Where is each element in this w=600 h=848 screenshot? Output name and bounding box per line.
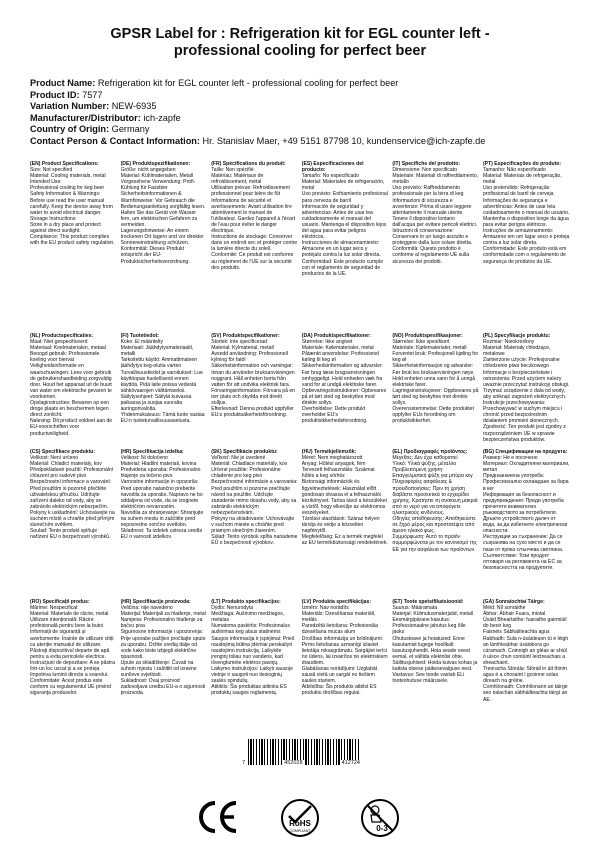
spec-text: Taille: Non spécifié Matériau: Matériaux de refroidissement, métal Utilisation prévue: Refroidissement professionnel pour bière de fût Informations de sécurité et avertissements: Avant utilisation lire attentivement le manuel de l'utilisateur. Gardez l'appareil à l'écart de l'eau pour éviter le danger électrique. Instructions de stockage: Conserver dans un endroit sec et protéger contre la lumière directe du soleil. Conformité: Ce produit est conforme au règlement de l'UE sur la sécurité des produits. <box>211 167 298 271</box>
spec-text: Dydis: Nenurodyta Medžiaga: Aušinimo medžiagos, metalas Numatoma paskirtis: Profesionalus aušinimas keg alaus statinėms Saugos informacija ir įspėjimai: Prieš naudojimą būtina įdėmiai perskaityti naudojimo instrukciją. Laikykite įrenginį toliau nuo vandens, kad išvengtumėte elektros pavojų. Laikymo instrukcijos: Laikyti sausoje vietoje ir saugoti nuo tiesioginių saulės spindulių. Atitiktis: Šis produktas atitinka ES produktų saugos reglamentą. <box>211 605 295 697</box>
spec-row <box>30 449 570 599</box>
compliance-icons <box>196 798 406 838</box>
spec-text: Μέγεθος: Δεν έχει καθοριστεί Υλικό: Υλικά ψύξης, μέταλλο Προβλεπόμενη χρήση: Επαγγελματική ψύξη για μπύρα κεγ Πληροφορίες ασφάλειας & προειδοποιήσεις: Πριν τη χρήση διαβάστε προσεκτικά το εγχειρίδιο χρήσης. Κρατήστε τη συσκευή μακριά από το νερό για να αποφύγετε ηλεκτρικούς κινδύνους. Οδηγίες αποθήκευσης: Αποθηκεύστε σε ξηρό μέρος και προστατέψτε από άμεσο ηλιακό φως. Συμμόρφωση: Αυτό το προϊόν συμμορφώνεται με τον κανονισμό της ΕΕ για την ασφάλεια των προϊόντων. <box>392 455 478 553</box>
spec-lt <box>211 599 298 761</box>
spec-heading: (ES) Especificaciones del producto: <box>301 161 364 174</box>
spec-text: Størrelse: Ikke angivet Materiale: Kølematerialer, metal Påtænkt anvendelse: Professionel køling til keg øl Sikkerhedsinformation og advarsler: Før brug læse brugsanvisningen omhyggeligt. Hold enheden væk fra vand for at undgå elektriske farer. Opbevaringsinstruktioner: Opbevares på et tørt sted og beskyttes mod direkte sollys. Overholdelse: Dette produkt overholder EU's produktsikkerhedsforordning. <box>301 339 387 425</box>
rohs-label: RoHS <box>289 819 311 828</box>
spec-heading: (FI) Tuotetiedot: <box>120 333 159 339</box>
spec-text: Méid: Níl sonraithe Ábhar: Ábhair Fuara, miotal Úsáid Bheartaithe: fuaraithe gairmiúil do beoir keg Faisnéis Sábháilteachta agus Rabhadh: Sula n-úsáideann tú é léigh an lámhleabhar úsáideora go cúramach. Coinnigh an gléas ar shiúl ó uisce chun contúirtí leictreachais a sheachaint. Treoracha Stórála: Stóráil in áit thirim agus é a chosaint i gcoinne solas díreach na gréine. Comhlíonadh: Comhlíonann an táirge seo rialachán sábháilteachta táirgí an AE. <box>482 605 569 703</box>
info-value: Hr. Stanislav Maer, +49 5151 87798 10, kundenservice@ich-zapfe.de <box>202 135 486 146</box>
spec-es <box>302 161 389 333</box>
spec-sv <box>211 333 298 449</box>
spec-heading: (IT) Specifiche del prodotto: <box>392 161 461 167</box>
info-label: Variation Number: <box>30 101 110 112</box>
info-value: ich-zapfe <box>143 112 181 123</box>
barcode-digit-group: 412724 <box>341 760 360 766</box>
info-label: Product Name: <box>30 78 96 88</box>
spec-row <box>30 599 570 761</box>
barcode <box>240 739 362 767</box>
spec-heading: (GA) Sonraíochtaí Táirge: <box>482 599 545 605</box>
not-for-children-0-3-icon <box>360 798 400 838</box>
spec-text: Размер: Не е посочено Материал: Охладителни материали, метал Предназначена употреба: Професионално охлаждане за бира в кег Информация за безопасност и предупреждения: Преди употреба прочетете внимателно ръководството за потребителя. Дръжте устройството далеч от вода, за да избегнете електрически опасности. Инструкции за съхранение: Да се съхранява на сухо място и да се пази от пряка слънчева светлина. Съответствие: Този продукт отговаря на регламента на ЕС за безопасността на продуктите. <box>482 455 570 571</box>
info-product-name <box>30 78 590 90</box>
spec-text: Tamaño: No especificado Material: Materiales de refrigeración, metal Uso previsto: Enfriamiento profesional para cerveza de barril Información de seguridad y advertencias: Antes de usar lea cuidadosamente el manual del usuario. Mantenga el dispositivo lejos del agua para evitar peligros eléctricos. Instrucciones de almacenamiento: Almacene en un lugar seco y protéjalo contra la luz solar directa. Conformidad: Este producto cumple con el reglamento de seguridad de productos de la UE. <box>301 173 388 277</box>
age-label: 0-3 <box>376 824 388 833</box>
spec-sl <box>121 449 208 599</box>
spec-text: Mărime: Nespecificat Material: Materiale de răcire, metal Utilizare intenționată: Răcire profesională pentru bere la butoi Informații de siguranță și avertismente: Înainte de utilizare citiți cu atenție manualul de utilizare. Păstrați dispozitivul departe de apă pentru a evita pericolele electrice. Instrucțiuni de depozitare: A se păstra într-un loc uscat și a se proteja împotriva luminii directe a soarelui. Conformitate: Acest produs este conform cu regulamentul UE privind siguranța produselor. <box>30 605 115 697</box>
info-manufacturer <box>30 113 590 125</box>
info-label: Country of Origin: <box>30 124 110 135</box>
spec-da <box>302 333 389 449</box>
spec-text: Velikost: Ni določeno Material: Hladilni materiali, kovina Predvidena uporaba: Profesionalno hlajenje za točeno pivo Varnostne informacije in opozorila: Pred uporabo natančno preberite navodila za uporabo. Napravo ne bo oddaljena od vode, da se izognete električnim nevarnostim. Navodila za shranjevanje: Shranjujte na suhem mestu in zaščitite pred neposredno sončno svetlobo. Skladnost: Ta izdelek ustreza uredbi EU o varnosti izdelkov. <box>120 455 204 541</box>
spec-fi <box>121 333 208 449</box>
spec-heading: (CS) Specifikace produktu: <box>30 449 96 455</box>
spec-text: Size: Not specified Material: Cooling materials, metal Intended Use: Professional cooling for keg beer Safety Information & Warnings: Before use read the user manual carefully. Keep the device away from water to avoid electrical danger. Storage Instructions: Store in a dry place and protect against direct sunlight. Compliance: This product complies with the EU product safety regulation. <box>30 167 115 247</box>
product-info <box>30 78 590 148</box>
spec-heading: (RO) Specificații produs: <box>30 599 90 605</box>
spec-en <box>30 161 117 333</box>
spec-heading: (HR) Specifikacija izdelka: <box>120 449 184 455</box>
rohs-compliant-icon <box>280 798 320 838</box>
spec-text: Größe: nicht angegeben Material: Kühlmaterialien, Metall Vorgesehene Verwendung: Profi-Kühlung für Fassbier Sicherheitsinformationen & Warnhinweise: Vor Gebrauch die Bedienungsanleitung sorgfältig lesen. Halten Sie das Gerät von Wasser fern, um elektrischen Gefahren zu vermeiden. Lagerungshinweise: An einem trockenen Ort lagern und vor direkter Sonneneinstrahlung schützen. Konformität: Dieses Produkt entspricht der EU-Produktsicherheitsverordnung. <box>120 167 206 265</box>
spec-heading: (DA) Produktspecifikationer: <box>301 333 371 339</box>
spec-text: Dimensione: Non specificato Materiale: Materiali di raffreddamento, metallo Uso previsto: Raffreddamento professionale per la birra di keg Informazioni di sicurezza e avvertenze: Prima di usare leggere attentamente il manuale utente. Tenere il dispositivo lontano dall'acqua per evitare pericoli elettrici. Istruzioni di conservazione: Conservare in un luogo asciutto e proteggere dalla luce solare diretta. Conformità: Questo prodotto è conforme al regolamento UE sulla sicurezza dei prodotti. <box>392 167 479 265</box>
barcode-digit-group: 7 <box>242 760 246 766</box>
spec-text: Størrelse: Ikke spesifisert Materiale: Kjølematerialer, metall Forventet bruk: Profesjonell kjøling for keg øl Sikkerhetsinformasjon og advarsler: Før bruk les bruksanvisningen nøye. Hold enheten unna vann for å unngå elektriske farer. Lagringsinstruksjoner: Oppbevares på tørt sted og beskyttes mot direkte sollys. Overensstemmelse: Dette produktet oppfyller EUs forordning om produktsikkerhet. <box>392 339 479 425</box>
info-value: 7577 <box>82 89 103 100</box>
spec-de <box>121 161 208 333</box>
spec-heading: (FR) Spécifications du produit: <box>211 161 286 167</box>
spec-nl <box>30 333 117 449</box>
spec-heading: (HU) Termékjellemzők: <box>301 449 357 455</box>
spec-ro <box>30 599 117 761</box>
info-value: Germany <box>111 124 150 135</box>
info-value: NEW-6935 <box>111 101 157 112</box>
spec-heading: (BG) Спецификации на продукта: <box>482 449 568 455</box>
spec-lv <box>302 599 389 761</box>
spec-heading: (NO) Produktspesifikasjoner: <box>392 333 463 339</box>
spec-row <box>30 333 570 449</box>
spec-text: Izmērs: Nav norādīts Materiāls: Dzesēšanas materiāli, metāls Paredzētā lietošana: Profesionāla dzesēšana mucas alum Drošības informācija un brīdinājumi: Pirms lietošanas uzmanīgi izlasiet lietotāja rokasgrāmatu. Sargājiet ierīci no ūdens, lai izvairītos no elektriskiem draudiem. Glabāšanas norādījumi: Uzglabāt sausā vietā un sargāt no tiešiem saules stariem. Atbilstība: Šis produkts atbilst ES produktu drošības regulai. <box>301 605 388 697</box>
spec-heading: (HR) Specifikacije proizvoda: <box>120 599 191 605</box>
spec-heading: (LT) Produkto specifikacijos: <box>211 599 281 605</box>
spec-heading: (NL) Productspecificaties: <box>30 333 94 339</box>
info-product-id <box>30 90 590 102</box>
barcode-digits <box>240 760 362 766</box>
spec-text: Koko: Ei määritelty Materiaali: Jäähdytysmateriaalit, metalli Tarkoitettu käyttö: Ammattimainen jäähdytys keg-oluita varten Turvallisuustiedot ja varoitukset: Lue käyttöopas huolellisesti ennen käyttöä. Pidä laite poissa vedestä sähkövaarojen välttämiseksi. Säilytysohjeet: Säilytä kuivassa paikassa ja suojaa suoralta auringonvalolta. Yhdenmukaisuus: Tämä tuote vastaa EU:n tuoteturvallisuusasetusta. <box>120 339 205 425</box>
info-variation-number <box>30 101 590 113</box>
info-contact <box>30 136 590 148</box>
spec-sk <box>211 449 298 599</box>
spec-grid <box>30 161 570 761</box>
rohs-sub-label: COMPLIANT <box>289 829 311 833</box>
spec-text: Veľkosť: Nie je uvedené Materiál: Chladiace materiály, kov Určené použitie: Profesionálne chladenie pre keg pivo Bezpečnostné informácie a varovania: Pred použitím si pozorne prečítajte návod na použitie. Udržujte zariadenie mimo dosahu vody, aby sa zabránilo elektrickým nebezpečenstvám. Pokyny na skladovanie: Uchovávajte v suchom mieste a chráňte pred priamym slnečným žiarením. Súlad: Tento výrobok spĺňa nariadenie EÚ o bezpečnosti výrobkov. <box>211 455 298 547</box>
spec-text: Storlek: Inte specificerad Material: Kylmaterial, metall Avsedd användning: Professionell kylning för fatöl Säkerhetsinformation och varningar: Innan du använder bruksanvisningen noggrant. Håll enheten borta från vatten för att undvika elektrisk fara. Förvaringsinformation: Förvara på en torr plats och skydda mot direkt solljus. Efterlevnad: Denna produkt uppfyller EU:s produktsäkerhetsförordning. <box>211 339 295 419</box>
info-value: Refrigeration kit for EGL counter left - professional cooling for perfect beer <box>97 78 399 88</box>
info-label: Manufacturer/Distributor: <box>30 112 141 123</box>
spec-text: Méret: Nem meghatározott Anyag: Hűtési anyagok, fém Tervezett felhasználás: Szakmai hűtés a keg sörhöz Biztonsági információk és figyelmeztetések: Használat előtt gondosan olvassa el a felhasználói kézikönyvet. Tartsa távol a készüléket a víztől, hogy elkerülje az elektromos veszélyeket. Tárolási utasítások: Száraz helyen tárolja és védje a közvetlen napfénytől. Megfelelőség: Ez a termék megfelel az EU termékbiztonsági rendeletének. <box>301 455 388 547</box>
spec-row <box>30 161 570 333</box>
spec-no <box>392 333 479 449</box>
spec-cs <box>30 449 117 599</box>
spec-pt <box>483 161 570 333</box>
spec-el <box>392 449 479 599</box>
spec-bg <box>483 449 570 599</box>
spec-et <box>392 599 479 761</box>
title-line-1: GPSR Label for : Refrigeration kit for EGL counter left - <box>110 26 490 42</box>
spec-text: Suurus: Määramata Materjal: Külmutusmaterjalid, metall Eesmärgipärane kasutus: Professionaalne jahutus keg õlle jaoks Ohutusteave ja hoiatused: Enne kasutamist lugege hoolikalt kasutusjuhendit. Hoia seade veest eemal, et vältida elektrilisi ohte. Säilitusjuhised: Hoida kuivas kohas ja kaitsta otsese päikesevalguse eest. Vastavus: See toode vastab ELi tooteohutuse määrusele. <box>392 605 478 685</box>
spec-text: Maat: Niet gespecificeerd Materiaal: Koelmaterialen, metaal Beoogd gebruik: Professionele koeling voor biervat Veiligheidsinformatie en waarschuwingen: Lees voor gebruik de gebruikershandleiding zorgvuldig door. Houd het apparaat uit de buurt van water om elektrische gevaren te voorkomen. Opslaginstructies: Bewaren op een droge plaats en beschermen tegen direct zonlicht. Naleving: Dit product voldoet aan de EU-voorschriften voor productveiligheid. <box>30 339 113 437</box>
spec-pl <box>483 333 570 449</box>
spec-heading: (DE) Produktspezifikationen: <box>120 161 191 167</box>
spec-heading: (SV) Produktspecifikationer: <box>211 333 280 339</box>
info-label: Product ID: <box>30 89 80 100</box>
spec-it <box>392 161 479 333</box>
gpsr-title <box>0 26 600 60</box>
spec-fr <box>211 161 298 333</box>
title-line-2: professional cooling for perfect beer <box>173 43 427 59</box>
spec-text: Veličina: nije navedeno Materijal: Materijali za hlađenje, metal Namjena: Profesionalno hlađenje za bačvu piva Sigurnosne informacije i upozorenja: Prije uporabe pažljivo pročitajte upute za uporabu. Držite uređaj dalje od vode kako biste izbjegli električne opasnosti. Upute za skladištenje: Čuvati na suhom mjestu i zaštititi od izravne sunčeve svjetlosti. Sukladnost: Ovaj proizvod zadovoljava uredbu EU-a o sigurnosti proizvoda. <box>120 605 206 697</box>
spec-heading: (LV) Produkta specifikācijas: <box>301 599 372 605</box>
info-country <box>30 124 590 136</box>
spec-heading: (EL) Προδιαγραφές προϊόντος: <box>392 449 468 455</box>
spec-text: Velikost: Není určeno Materiál: Chladicí materiály, kov Předpokládané použití: Profesionální chlazení pro sudové pivo Bezpečnostní informace a varování: Před použitím si pozorně přečtěte uživatelskou příručku. Udržujte zařízení daleko od vody, aby se zabránilo elektrickým nebezpečím. Pokyny k uskladnění: Uchovávejte na suchém místě a chraňte před přímým slunečním světlem. Soulad: Tento produkt splňuje nařízení EU o bezpečnosti výrobků. <box>30 455 115 541</box>
spec-text: Tamanho: Não especificado Material: Materiais de refrigeração, metal Uso pretendido: Refrigeração profissional de barril de cerveja Informações de segurança e advertências: Antes de usar leia cuidadosamente o manual do usuário. Mantenha o dispositivo longe da água para evitar perigos elétricos. Instruções de armazenamento: Armazene em um lugar seco e proteja contra a luz solar direta. Conformidade: Este produto está em conformidade com o regulamento de segurança de produtos da UE. <box>482 167 570 265</box>
ce-mark-icon <box>196 798 240 836</box>
spec-heading: (EN) Product Specifications: <box>30 161 99 167</box>
spec-hu <box>302 449 389 599</box>
spec-hr <box>121 599 208 761</box>
spec-heading: (ET) Toote spetsifikatsioonid: <box>392 599 464 605</box>
barcode-digit-group: 452028 <box>284 760 303 766</box>
info-label: Contact Person & Contact Information: <box>30 135 200 146</box>
spec-text: Rozmiar: Nieokreślony Materiał: Materiały chłodzące, metalowe Zamierzone użycie: Profesjonalne chłodzenie piwa beczkowego Informacje o bezpieczeństwie i ostrzeżenia: Przed użyciem należy uważnie przeczytać instrukcję obsługi. Trzymać urządzenie z dala od wody, aby uniknąć zagrożeń elektrycznych. Instrukcje przechowywania: Przechowywać w suchym miejscu i chronić przed bezpośrednim działaniem promieni słonecznych. Zgodność: Ten produkt jest zgodny z rozporządzeniem UE w sprawie bezpieczeństwa produktów. <box>482 339 570 443</box>
spec-heading: (SK) Špecifikácie produktu: <box>211 449 278 455</box>
spec-heading: (PL) Specyfikacje produktu: <box>482 333 551 339</box>
spec-ga <box>483 599 570 761</box>
spec-heading: (PT) Especificações do produto: <box>482 161 562 167</box>
